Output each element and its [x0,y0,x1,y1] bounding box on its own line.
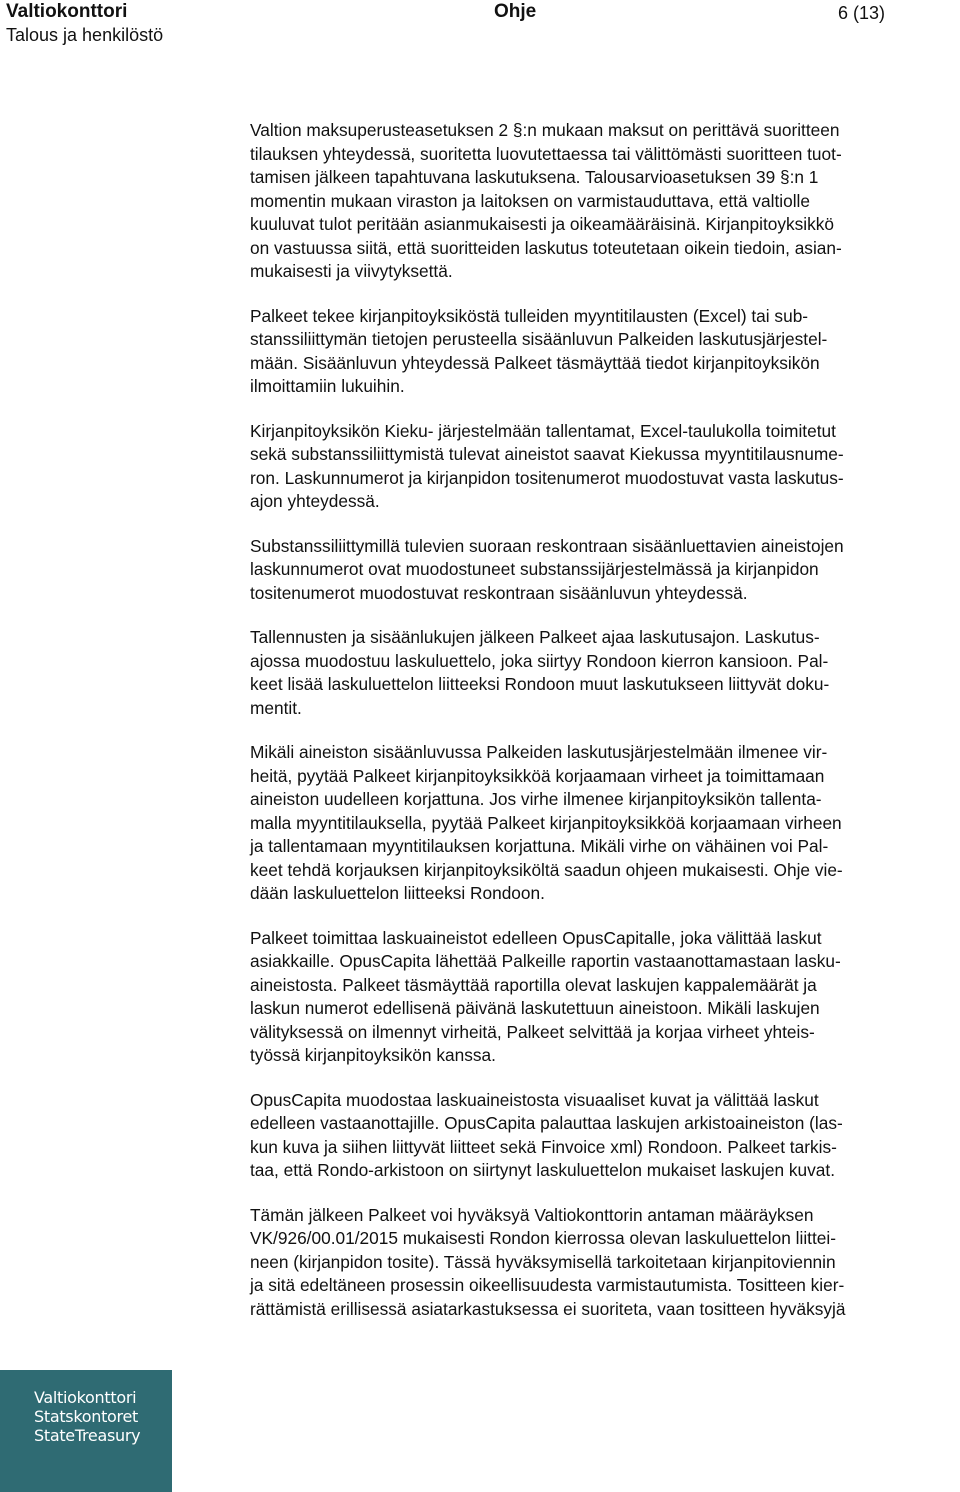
paragraph-line: aineistosta. Palkeet täsmäyttää raportilla olevat laskujen kappalemäärät ja [250,974,817,995]
paragraph-line: mentit. [250,697,302,718]
paragraph-line: sekä substanssiliittymistä tulevat aineistot saavat Kiekussa myyntitilausnume- [250,444,844,464]
paragraph-line: VK/926/00.01/2015 mukaisesti Rondon kierrossa olevan laskuluettelon liittei- [250,1228,836,1248]
paragraph-line: Palkeet toimittaa laskuaineistot edelleen OpusCapitalle, joka välittää laskut [250,927,822,948]
paragraph-line: tositenumerot muodostuvat reskontraan sisäänluvun yhteydessä. [250,582,748,603]
paragraph-line: neen (kirjanpidon tosite). Tässä hyväksymisellä tarkoitetaan kirjanpitoviennin [250,1251,836,1272]
paragraph-line: laskun numerot edellisenä päivänä laskutettuun aineistoon. Mikäli laskujen [250,998,820,1018]
body-paragraph [250,1204,960,1322]
header-organization: Valtiokonttori [6,1,128,22]
paragraph-line: mukaisesti ja viivytyksettä. [250,261,453,281]
header-department: Talous ja henkilöstö [6,25,164,45]
paragraph-line: heitä, pyytää Palkeet kirjanpitoyksikköä korjaamaan virheet ja toimittamaan [250,765,825,786]
page-header [0,0,960,52]
paragraph-line: OpusCapita muodostaa laskuaineistosta visuaaliset kuvat ja välittää laskut [250,1089,819,1110]
paragraph-line: Kirjanpitoyksikön Kieku- järjestelmään tallentamat, Excel-taulukolla toimitetut [250,420,836,441]
body-paragraph [250,626,960,720]
logo-line: Valtiokonttori [34,1388,137,1407]
paragraph-line: ja tallentamaan myyntitilauksen korjattuna. Mikäli virhe on vähäinen voi Pal- [250,836,829,856]
body-paragraph [250,420,960,514]
paragraph-line: välityksessä on ilmennyt virheitä, Palkeet selvittää ja korjaa virheet yhteis- [250,1021,815,1042]
body-paragraph [250,535,960,606]
paragraph-line: laskunnumerot ovat muodostuneet substanssijärjestelmässä ja kirjanpidon [250,559,819,579]
paragraph-line: Mikäli aineiston sisäänluvussa Palkeiden laskutusjärjestelmään ilmenee vir- [250,742,828,762]
paragraph-line: on vastuussa siitä, että suoritteiden laskutus toteutetaan oikein tiedoin, asian- [250,237,842,258]
paragraph-line: asiakkaille. OpusCapita lähettää Palkeille raportin vastaanottamastaan lasku- [250,951,841,971]
body-paragraph [250,927,960,1068]
logo-wordmark [34,1388,140,1445]
paragraph-line: taa, että Rondo-arkistoon on siirtynyt laskuluettelon mukaiset laskujen kuvat. [250,1160,835,1180]
header-page-number: 6 (13) [838,3,886,23]
body-paragraph [250,1089,960,1183]
paragraph-line: Substanssiliittymillä tulevien suoraan reskontraan sisäänluettavien aineistojen [250,535,844,556]
paragraph-line: dään laskuluettelon liitteeksi Rondoon. [250,883,545,903]
paragraph-line: Palkeet tekee kirjanpitoyksiköstä tulleiden myyntitilausten (Excel) tai sub- [250,305,809,326]
paragraph-line: tilauksen yhteydessä, suoritetta luovutettaessa tai välittömästi suoritteen tuot- [250,143,842,164]
paragraph-line: mään. Sisäänluvun yhteydessä Palkeet täsmäyttää tiedot kirjanpitoyksikön [250,352,820,373]
logo-line: Statskontoret [34,1407,138,1426]
header-document-type: Ohje [494,1,537,22]
paragraph-line: ajossa muodostuu laskuluettelo, joka siirtyy Rondoon kierron kansioon. Pal- [250,650,829,671]
paragraph-line: kun kuva ja siihen liittyvät liitteet sekä Finvoice xml) Rondoon. Palkeet tarkis- [250,1136,837,1157]
body-paragraph [250,119,960,284]
paragraph-line: stanssiliittymän tietojen perusteella sisäänluvun Palkeiden laskutusjärjestel- [250,329,828,349]
paragraph-line: momentin mukaan viraston ja laitoksen on varmistauduttava, että valtiolle [250,190,811,211]
paragraph-line: edelleen vastaanottajille. OpusCapita palauttaa laskujen arkistoaineiston (las- [250,1113,843,1133]
paragraph-line: ajon yhteydessä. [250,491,380,511]
paragraph-line: ja sitä edeltäneen prosessin oikeellisuudesta varmistautumista. Tositteen kier- [250,1275,845,1295]
body-paragraph [250,741,960,906]
paragraph-line: ilmoittamiin lukuihin. [250,376,405,396]
paragraph-line: tamisen jälkeen tapahtuvana laskutuksena. Talousarvioasetuksen 39 §:n 1 [250,167,819,187]
paragraph-line: työssä kirjanpitoyksikön kanssa. [250,1045,496,1065]
paragraph-line: Valtion maksuperusteasetuksen 2 §:n mukaan maksut on perittävä suoritteen [250,120,840,140]
paragraph-line: Tallennusten ja sisäänlukujen jälkeen Palkeet ajaa laskutusajon. Laskutus- [250,627,820,647]
document-body [250,119,960,1342]
paragraph-line: rättämistä erillisessä asiatarkastuksessa ei suoriteta, vaan tositteen hyväksyjä [250,1298,846,1319]
valtiokonttori-logo [0,1370,172,1492]
paragraph-line: aineiston uudelleen korjattuna. Jos virhe ilmenee kirjanpitoyksikön tallenta- [250,789,822,809]
paragraph-line: malla myyntitilauksella, pyytää Palkeet kirjanpitoyksikköä korjaamaan virheen [250,812,842,833]
logo-line: StateTreasury [34,1426,141,1445]
paragraph-line: keet lisää laskuluettelon liitteeksi Rondoon muut laskutukseen liittyvät doku- [250,674,830,694]
paragraph-line: ron. Laskunnumerot ja kirjanpidon tositenumerot muodostuvat vasta laskutus- [250,467,844,488]
paragraph-line: Tämän jälkeen Palkeet voi hyväksyä Valtiokonttorin antaman määräyksen [250,1204,814,1225]
paragraph-line: keet tehdä korjauksen kirjanpitoyksiköltä saadun ohjeen mukaisesti. Ohje vie- [250,859,843,880]
paragraph-line: kuuluvat tulot peritään asianmukaisesti ja oikeamääräisinä. Kirjanpitoyksikkö [250,214,835,234]
body-paragraph [250,305,960,399]
